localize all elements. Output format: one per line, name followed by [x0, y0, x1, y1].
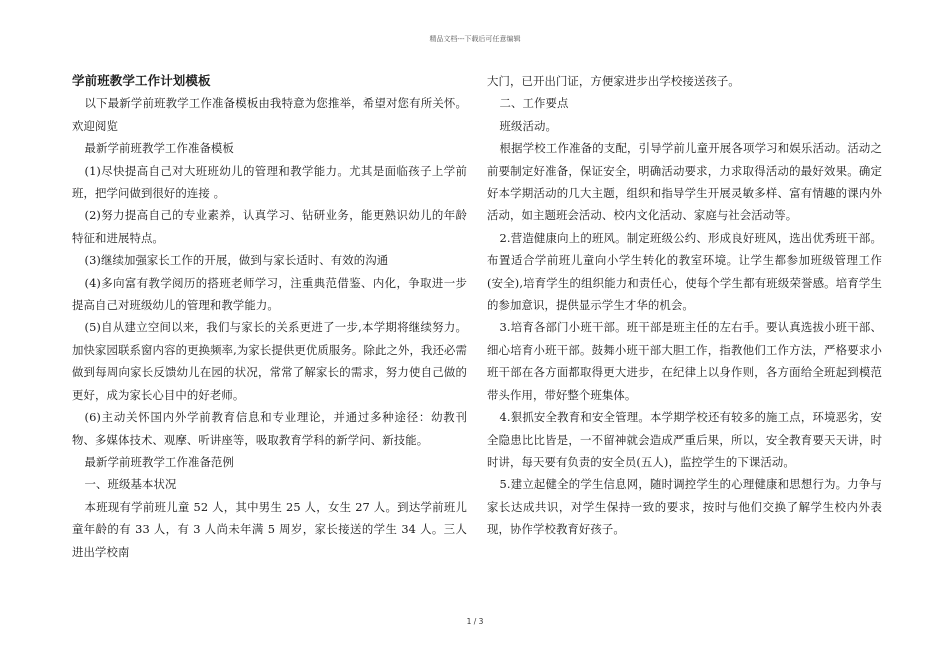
page-number: 1 / 3 — [466, 617, 484, 626]
paragraph-point-4: 4.狠抓安全教育和安全管理。本学期学校还有较多的施工点，环境恶劣，安全隐患比比皆是，一不留神就会造成严重后果，所以，安全教育要天天讲，时时讲，每天要有负责的安全员(五人)，监控学生的下课活动。 — [487, 410, 882, 469]
right-column — [487, 70, 882, 541]
heading-example: 最新学前班教学工作准备范例 — [84, 454, 234, 469]
paragraph-point-2: 2.营造健康向上的班风。制定班级公约、形成良好班风，选出优秀班干部。布置适合学前班儿童向小学生转化的教室环境。让学生都参加班级管理工作(安全),培育学生的组织能力和责任心，使每个学生都有班级荣誉感。培育学生的参加意识，提供显示学生才华的机会。 — [487, 230, 882, 313]
paragraph-item-5: (5)自从建立空间以来，我们与家长的关系更进了一步,本学期将继续努力。加快家园联系窗内容的更换频率,为家长提供更优质服务。除此之外，我还必需做到每周向家长反馈幼儿在园的状况，常常了解家长的需求，努力使自己做的更好，成为家长心目中的好老师。 — [72, 320, 467, 402]
heading-template: 最新学前班教学工作准备模板 — [84, 141, 234, 156]
paragraph-item-2: (2)努力提高自己的专业素养，认真学习、钻研业务，能更熟识幼儿的年龄特征和进展特点。 — [72, 208, 467, 245]
paragraph-item-4: (4)多向富有教学阅历的搭班老师学习，注重典范借鉴、内化，争取进一步提高自己对班级幼儿的管理和教学能力。 — [72, 275, 467, 313]
subheading-class-activity: 班级活动。 — [499, 118, 557, 133]
document-title: 学前班教学工作计划模板 — [72, 73, 211, 88]
section-heading-1: 一、班级基本状况 — [84, 477, 177, 492]
paragraph-item-3: (3)继续加强家长工作的开展，做到与家长适时、有效的沟通 — [84, 253, 389, 268]
left-column — [72, 70, 467, 563]
paragraph-item-1: (1)尽快提高自己对大班班幼儿的管理和教学能力。尤其是面临孩子上学前班，把学问做到很好的连接 。 — [72, 163, 467, 201]
page-header: 精品文档---下载后可任意编辑 — [429, 35, 521, 43]
section-heading-2: 二、工作要点 — [499, 96, 569, 111]
paragraph-class-status: 本班现有学前班儿童 52 人，其中男生 25 人，女生 27 人。到达学前班儿童年龄的有 33 人，有 3 人尚未年满 5 周岁，家长接送的学生 34 人。三人进出学校南 — [72, 499, 467, 559]
paragraph-intro: 以下最新学前班教学工作准备模板由我特意为您推举，希望对您有所关怀。欢迎阅览 — [72, 96, 467, 133]
paragraph-item-6: (6)主动关怀国内外学前教育信息和专业理论，并通过多种途径：幼教刊物、多媒体技术、观摩、听讲座等，吸取教育学科的新学问、新技能。 — [72, 410, 467, 447]
paragraph-activities: 根据学校工作准备的支配，引导学前儿童开展各项学习和娱乐活动。活动之前要制定好准备，保证安全，明确活动要求，力求取得活动的最好效果。确定好本学期活动的几大主题，组织和指导学生开展灵敏多样、富有情趣的课内外活动，如主题班会活动、校内文化活动、家庭与社会活动等。 — [487, 141, 882, 223]
paragraph-continued: 大门，已开出门证，方便家进步出学校接送孩子。 — [487, 74, 740, 88]
paragraph-point-5: 5.建立起健全的学生信息网，随时调控学生的心理健康和思想行为。力争与家长达成共识，对学生保持一致的要求，按时与他们交换了解学生校内外表现，协作学校教育好孩子。 — [487, 477, 882, 537]
paragraph-point-3: 3.培育各部门小班干部。班干部是班主任的左右手。要认真选拔小班干部、细心培育小班干部。鼓舞小班干部大胆工作，指教他们工作方法，严格要求小班干部在各方面都取得更大进步，在纪律上以身作则，各方面给全班起到模范带头作用，带好整个班集体。 — [487, 320, 882, 402]
